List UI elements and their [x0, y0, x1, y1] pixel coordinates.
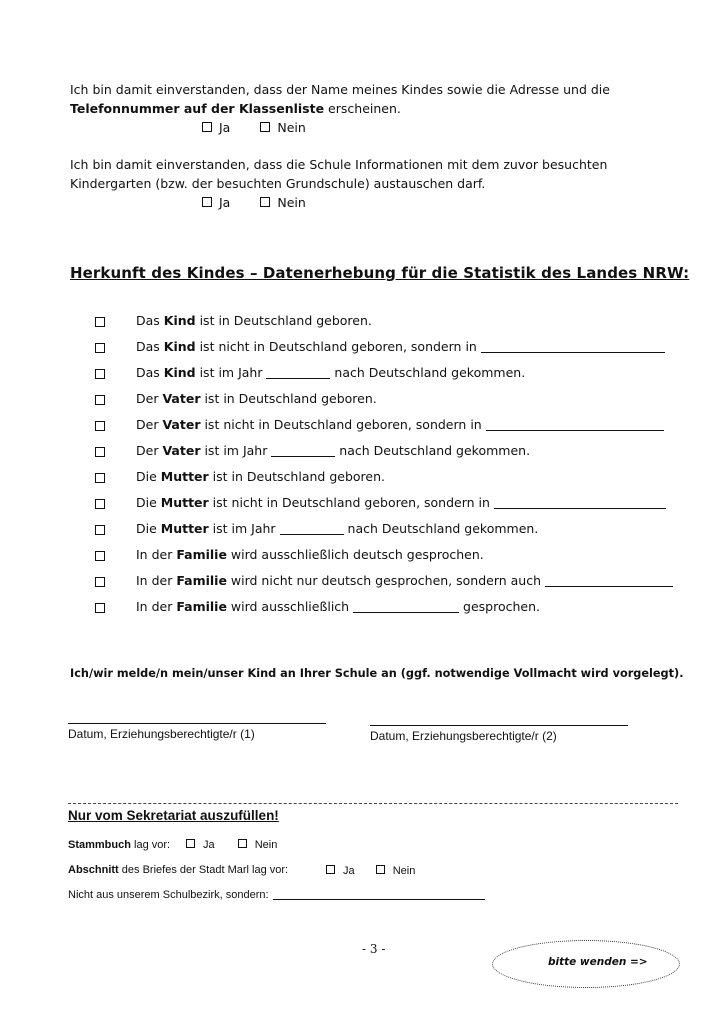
consent-1-no-option[interactable]: Nein — [260, 118, 305, 137]
fill-in-line[interactable] — [481, 340, 665, 353]
consent-2-no-option[interactable]: Nein — [260, 193, 305, 212]
fill-in-line[interactable] — [271, 444, 335, 457]
checkbox[interactable] — [95, 551, 105, 561]
consent-2-line2: Kindergarten (bzw. der besuchten Grundschule) austauschen darf. — [70, 176, 486, 191]
registration-statement: Ich/wir melde/n mein/unser Kind an Ihrer Schule an (ggf. notwendige Vollmacht wird vorgelegt). — [70, 667, 684, 680]
fill-in-line[interactable] — [545, 574, 673, 587]
consent-1 — [70, 80, 610, 118]
checkbox[interactable] — [202, 122, 212, 132]
stammbuch-yes-option[interactable]: Ja — [186, 839, 215, 851]
checkbox[interactable] — [95, 499, 105, 509]
office-heading: Nur vom Sekretariat auszufüllen! — [68, 808, 279, 823]
fill-in-line[interactable] — [280, 522, 344, 535]
checkbox[interactable] — [95, 447, 105, 457]
checkbox[interactable] — [186, 839, 195, 848]
checkbox[interactable] — [202, 197, 212, 207]
checkbox[interactable] — [95, 343, 105, 353]
fill-in-line[interactable] — [266, 366, 330, 379]
stammbuch-no-option[interactable]: Nein — [238, 839, 278, 851]
consent-1-options — [202, 118, 332, 137]
checkbox[interactable] — [260, 122, 270, 132]
origin-heading: Herkunft des Kindes – Datenerhebung für die Statistik des Landes NRW: — [70, 264, 690, 282]
signature-label-1: Datum, Erziehungsberechtigte/r (1) — [68, 727, 255, 741]
checkbox[interactable] — [95, 369, 105, 379]
checkbox[interactable] — [95, 603, 105, 613]
stammbuch-label: Stammbuch lag vor: — [68, 839, 171, 851]
fill-in-line[interactable] — [486, 418, 664, 431]
checkbox[interactable] — [95, 395, 105, 405]
consent-2-yes-option[interactable]: Ja — [202, 193, 230, 212]
checkbox[interactable] — [376, 865, 385, 874]
fill-in-line[interactable] — [273, 888, 485, 900]
abschnitt-yes-option[interactable]: Ja — [326, 865, 355, 877]
consent-1-line2: Telefonnummer auf der Klassenliste erscheinen. — [70, 101, 401, 116]
consent-2-options — [202, 193, 332, 212]
consent-1-yes-option[interactable]: Ja — [202, 118, 230, 137]
signature-line-2[interactable] — [370, 725, 628, 726]
checkbox[interactable] — [95, 577, 105, 587]
abschnitt-no-option[interactable]: Nein — [376, 865, 416, 877]
stammbuch-options — [186, 839, 303, 851]
separator-dashed — [68, 803, 678, 804]
checkbox[interactable] — [95, 525, 105, 535]
bezirk-label: Nicht aus unserem Schulbezirk, sondern: — [68, 888, 485, 901]
checkbox[interactable] — [326, 865, 335, 874]
fill-in-line[interactable] — [494, 496, 666, 509]
checkbox[interactable] — [95, 317, 105, 327]
consent-2 — [70, 155, 607, 193]
signature-line-1[interactable] — [68, 723, 326, 724]
consent-2-line1: Ich bin damit einverstanden, dass die Schule Informationen mit dem zuvor besuchten — [70, 157, 608, 172]
abschnitt-label: Abschnitt des Briefes der Stadt Marl lag vor: — [68, 864, 289, 876]
checkbox[interactable] — [260, 197, 270, 207]
turn-over-note: bitte wenden => — [548, 956, 648, 968]
checkbox[interactable] — [95, 421, 105, 431]
fill-in-line[interactable] — [353, 600, 459, 613]
consent-1-line1: Ich bin damit einverstanden, dass der Name meines Kindes sowie die Adresse und die — [70, 82, 610, 97]
checkbox[interactable] — [238, 839, 247, 848]
abschnitt-options — [326, 865, 441, 877]
signature-label-2: Datum, Erziehungsberechtigte/r (2) — [370, 729, 557, 743]
page-number: - 3 - — [362, 942, 386, 956]
checkbox[interactable] — [95, 473, 105, 483]
